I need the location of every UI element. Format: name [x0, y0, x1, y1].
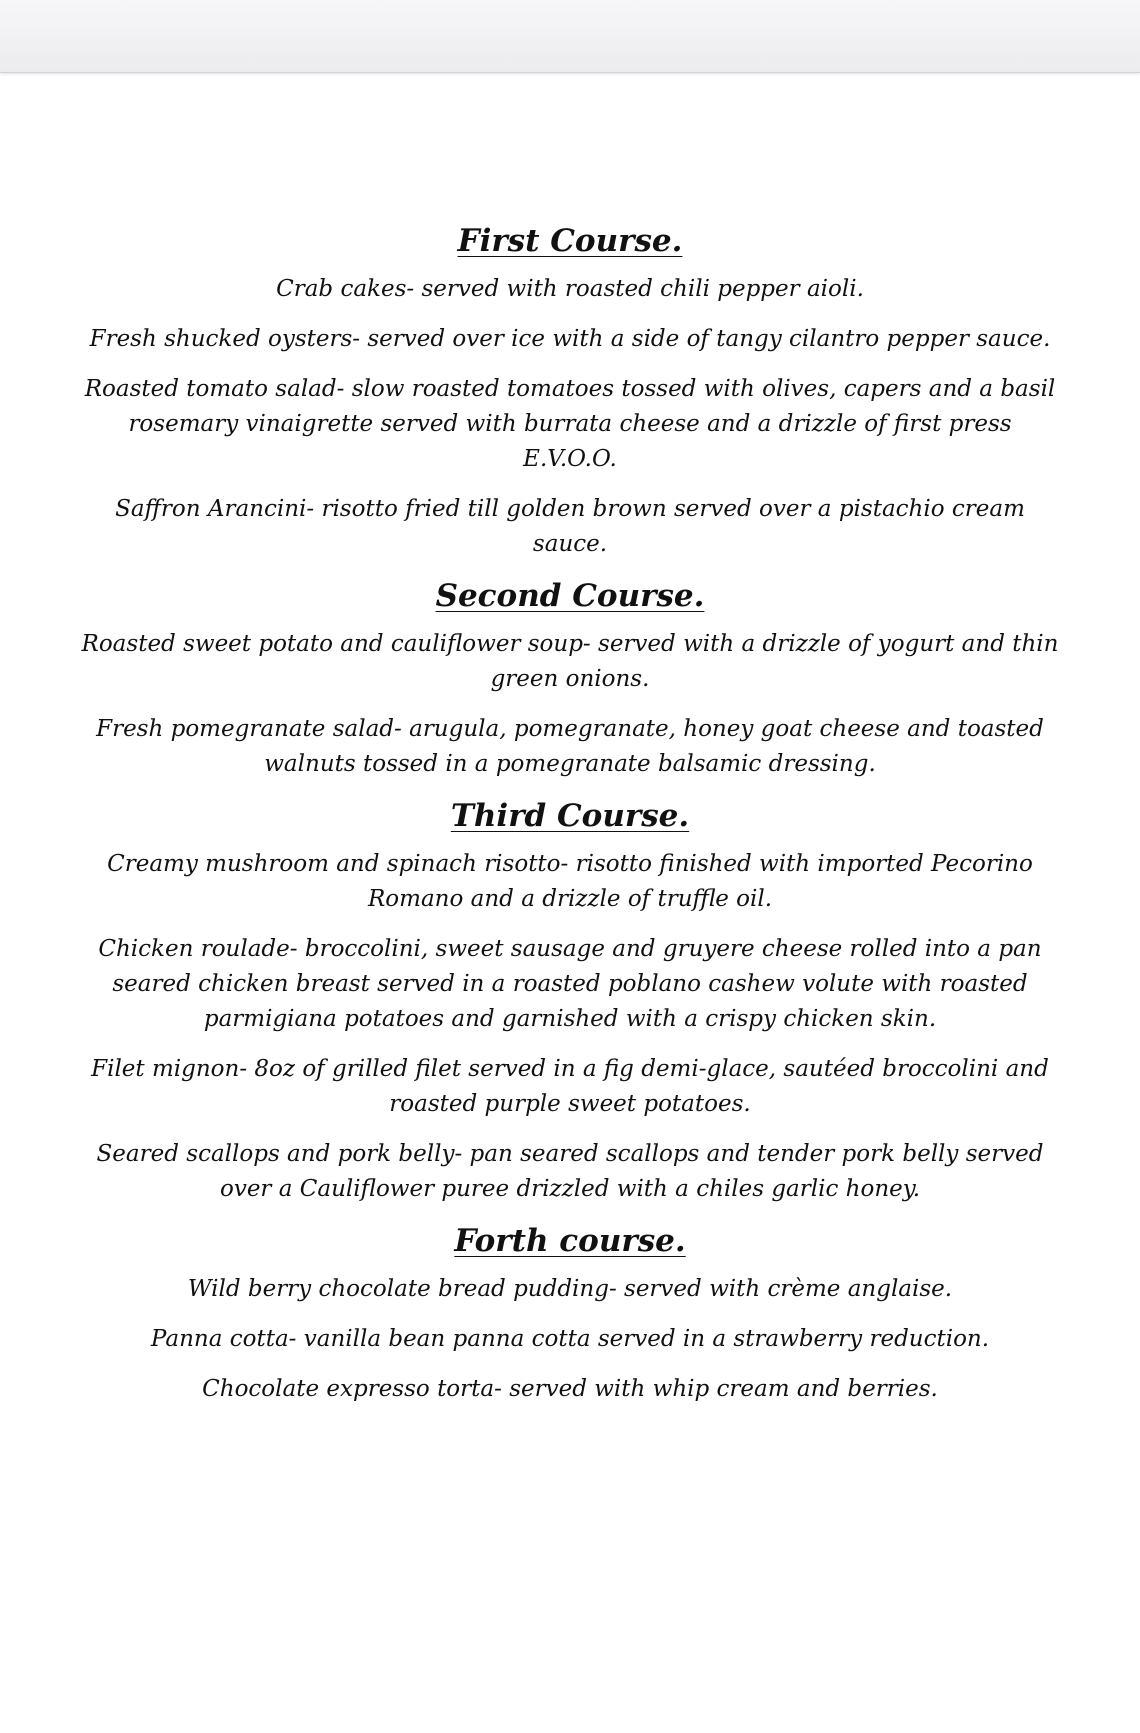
menu-document — [70, 222, 1070, 1422]
first-course-section — [70, 222, 1070, 562]
dish-item: Fresh shucked oysters- served over ice with a side of tangy cilantro pepper sauce. — [89, 326, 1051, 352]
course-title: First Course. — [457, 223, 683, 259]
dish-item: Chocolate expresso torta- served with whip cream and berries. — [202, 1376, 938, 1402]
dish-item: Saffron Arancini- risotto fried till golden brown served over a pistachio cream sauce. — [115, 496, 1025, 557]
third-course-section — [70, 797, 1070, 1207]
dish-item: Fresh pomegranate salad- arugula, pomegranate, honey goat cheese and toasted walnuts tossed in a pomegranate balsamic dressing. — [96, 716, 1044, 777]
dish-item: Creamy mushroom and spinach risotto- risotto finished with imported Pecorino Romano and a drizzle of truffle oil. — [107, 851, 1033, 912]
dish-item: Crab cakes- served with roasted chili pepper aioli. — [276, 276, 864, 302]
dish-item: Wild berry chocolate bread pudding- served with crème anglaise. — [187, 1276, 953, 1302]
course-title: Second Course. — [435, 578, 705, 614]
app-top-bar — [0, 0, 1140, 73]
dish-item: Filet mignon- 8oz of grilled filet served in a fig demi-glace, sautéed broccolini and roasted purple sweet potatoes. — [91, 1056, 1049, 1117]
dish-item: Seared scallops and pork belly- pan seared scallops and tender pork belly served over a Cauliflower puree drizzled with a chiles garlic honey. — [96, 1141, 1044, 1202]
dish-item: Chicken roulade- broccolini, sweet sausage and gruyere cheese rolled into a pan seared chicken breast served in a roasted poblano cashew volute with roasted parmigiana potatoes and garnished with a crispy chicken skin. — [98, 936, 1042, 1032]
dish-item: Panna cotta- vanilla bean panna cotta served in a strawberry reduction. — [150, 1326, 990, 1352]
course-title: Third Course. — [450, 798, 690, 834]
dish-item: Roasted sweet potato and cauliflower soup- served with a drizzle of yogurt and thin green onions. — [81, 631, 1059, 692]
dish-item: Roasted tomato salad- slow roasted tomatoes tossed with olives, capers and a basil rosemary vinaigrette served with burrata cheese and a drizzle of first press E.V.O.O. — [84, 376, 1056, 472]
fourth-course-section — [70, 1222, 1070, 1407]
second-course-section — [70, 577, 1070, 782]
course-title: Forth course. — [454, 1223, 686, 1259]
